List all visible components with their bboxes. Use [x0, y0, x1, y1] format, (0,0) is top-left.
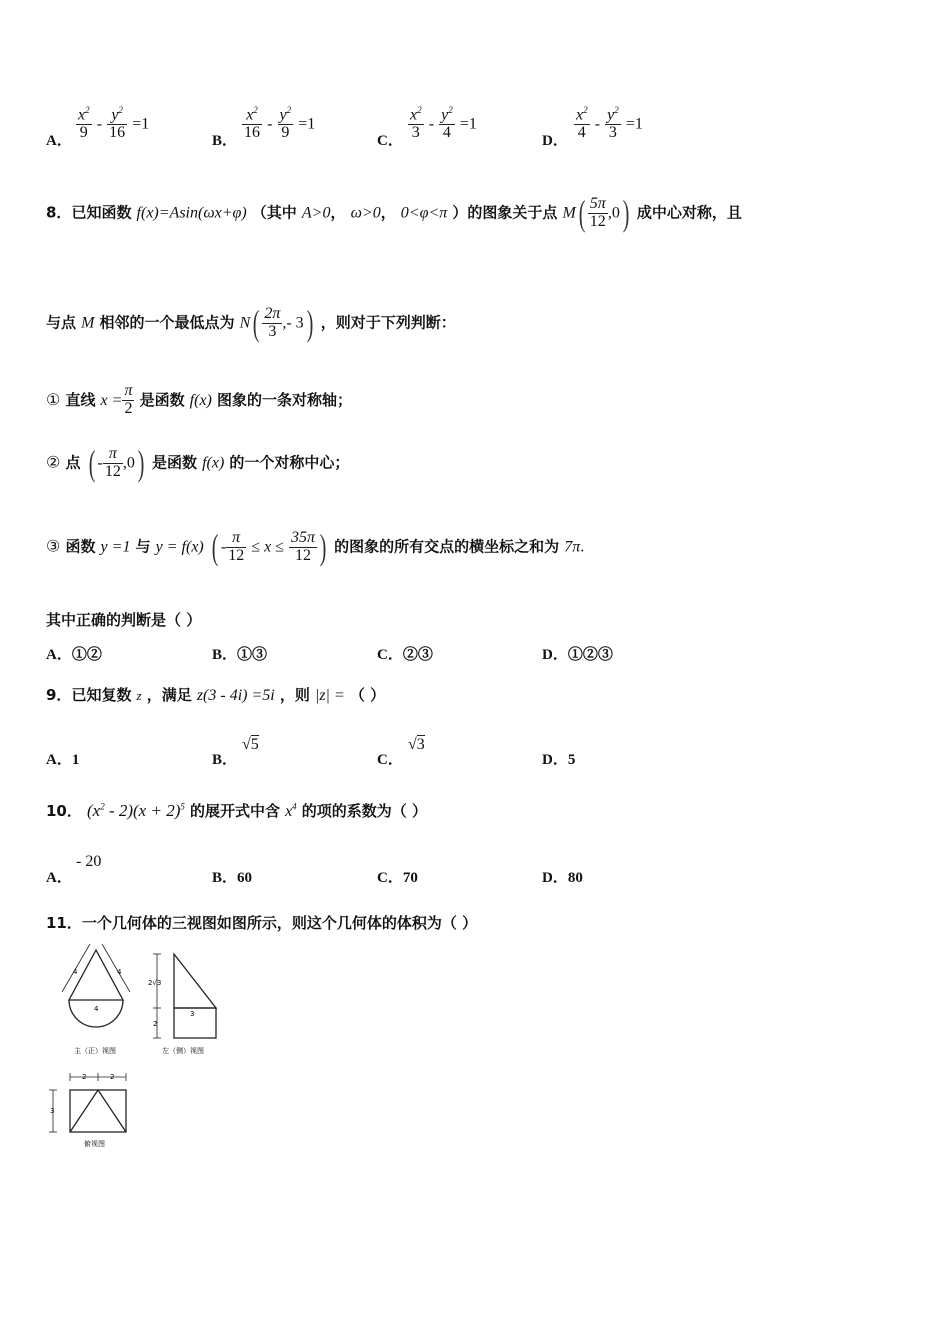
q7-option-d-label: D． [542, 133, 568, 149]
q10-option-a-label: A． [46, 870, 72, 886]
three-view-figure [44, 940, 224, 1155]
top-view [49, 1073, 126, 1132]
q10-option-b: B．60 [212, 870, 253, 886]
q8-stem-line1: 8．已知函数 f(x)=Asin(ωx+φ) （其中 A>0， ω>0， 0<φ<π ）的图象关于点 M( $\frac{5\pi}{12}$ ,0) 成中心对称，且 [46, 193, 742, 233]
q11-stem: 11．一个几何体的三视图如图所示，则这个几何体的体积为（ ） [46, 914, 478, 932]
top-dim-2b: 2 [110, 1073, 115, 1081]
side-view-triangle [174, 954, 216, 1008]
q8-option-c: C．②③ [377, 647, 433, 663]
q9-option-a: A．1 [46, 752, 80, 768]
q8-stem-line2: 与点 M 相邻的一个最低点为 N( $\frac{2\pi}{3}$ ,- 3) ，则对于下列判断： [46, 303, 456, 343]
q7-option-b-label: B． [212, 133, 238, 149]
top-dim-3: 3 [50, 1107, 55, 1115]
q8-question: 其中正确的判断是（ ） [46, 611, 202, 629]
q10-stem: 10． $(x^2 - 2)(x + 2)^5$ 的展开式中含 $x^4$ 的项的系数为（ ） [46, 801, 427, 820]
top-view-triangle [70, 1090, 126, 1132]
q10-option-d: D．80 [542, 870, 583, 886]
q9-option-b: B． [212, 752, 238, 768]
top-view-caption: 俯视图 [84, 1140, 105, 1148]
q7-option-c-formula: $\frac{x^2}{3}$ - $\frac{y^2}{4}$ =1 [410, 105, 477, 142]
side-dim-2: 2 [153, 1020, 158, 1028]
side-view-rect [174, 1008, 216, 1038]
q9-option-c: C． [377, 752, 403, 768]
side-dim-2r3: 2√3 [148, 979, 162, 987]
front-dim-4c: 4 [94, 1005, 99, 1013]
q9-option-c-sqrt: √3 [408, 736, 425, 753]
front-dim-4b: 4 [117, 968, 122, 976]
top-view-rect [70, 1090, 126, 1132]
q7-option-d-formula: $\frac{x^2}{4}$ - $\frac{y^2}{3}$ =1 [576, 105, 643, 142]
front-dim-4a: 4 [73, 968, 78, 976]
side-view [153, 954, 216, 1038]
q7-option-a-label: A． [46, 133, 72, 149]
q8-option-d: D．①②③ [542, 647, 613, 663]
front-view-caption: 主（正）视图 [74, 1047, 116, 1055]
q7-option-b-formula: $\frac{x^2}{16}$ - $\frac{y^2}{9}$ =1 [244, 105, 316, 142]
q8-statement-2: ② 点 ( - $\frac{\pi}{12}$ ,0) 是函数 f(x) 的一个对称中心； [46, 443, 350, 483]
q9-stem: 9．已知复数 z ，满足 z(3 - 4i) =5i ，则 |z| = （ ） [46, 686, 386, 704]
side-dim-3: 3 [190, 1010, 195, 1018]
q9-option-b-sqrt: √5 [242, 736, 259, 753]
q8-statement-3: ③ 函数 y =1 与 y = f(x) ( - $\frac{\pi}{12}$ ≤ x ≤ $\frac{35\pi}{12}$ ) 的图象的所有交点的横坐标之和为 7π. [46, 527, 585, 567]
q8-option-a: A．①② [46, 647, 102, 663]
top-dim-2a: 2 [82, 1073, 87, 1081]
q8-statement-1: ① 直线 x = $\frac{\pi}{2}$ 是函数 f(x) 图象的一条对称轴； [46, 382, 352, 417]
q7-option-c-label: C． [377, 133, 403, 149]
q8-option-b: B．①③ [212, 647, 268, 663]
q9-option-d: D．5 [542, 752, 576, 768]
side-view-caption: 左（侧）视图 [162, 1047, 204, 1055]
q10-option-c: C．70 [377, 870, 418, 886]
front-view [62, 944, 130, 1027]
q10-option-a-value: - 20 [76, 853, 102, 870]
q7-option-a-formula: $\frac{x^2}{9}$ - $\frac{y^2}{16}$ =1 [78, 105, 150, 142]
